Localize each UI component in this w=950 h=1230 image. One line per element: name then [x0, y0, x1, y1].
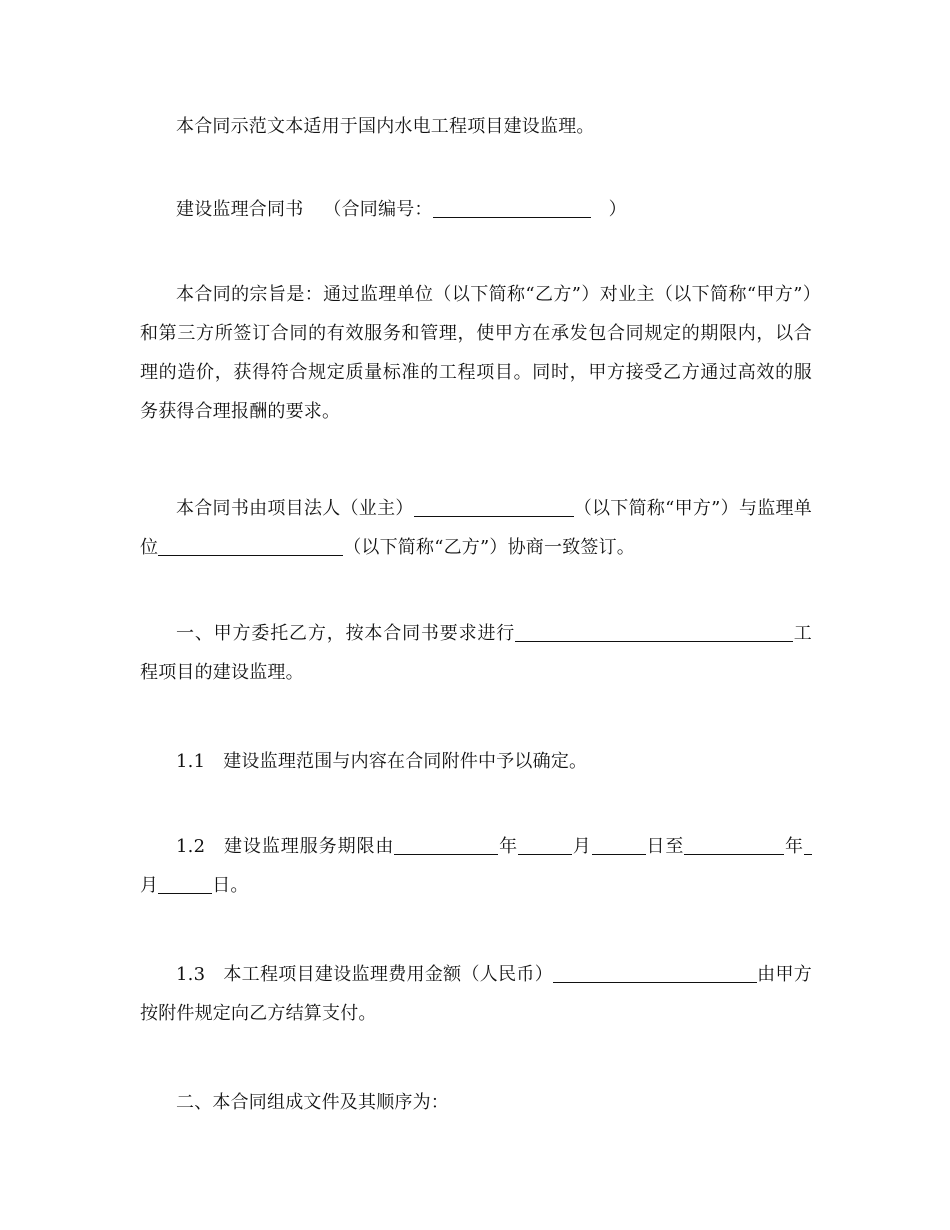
purpose-text: 本合同的宗旨是：通过监理单位（以下简称“乙方”）对业主（以下简称“甲方”）和第三方所签订合同的有效服务和管理，使甲方在承发包合同规定的期限内，以合理的造价，获得符合规定质量标准的工程项目。同时，甲方接受乙方通过高效的服务获得合理报酬的要求。: [140, 284, 812, 422]
clause-1-3-text-b: 由甲方按附件规定向乙方结算支付。: [140, 964, 812, 1024]
end-month-label: 月: [140, 875, 159, 896]
start-day-blank[interactable]: [592, 836, 646, 855]
paragraph-section-2: [140, 1083, 812, 1122]
start-year-label: 年: [498, 836, 519, 857]
clause-1-3-number: 1.3: [176, 964, 206, 985]
paragraph-1-2: [140, 827, 812, 905]
contract-title: 建设监理合同书: [176, 199, 304, 220]
contract-number-blank[interactable]: [433, 199, 591, 218]
end-year-label: 年: [784, 836, 804, 857]
paragraph-parties: [140, 489, 812, 567]
contract-number-label: （合同编号：: [323, 199, 433, 220]
end-year-blank[interactable]: [684, 836, 784, 855]
clause-1-3-text-a: 本工程项目建设监理费用金额（人民币）: [223, 964, 554, 985]
start-day-label: 日至: [645, 836, 685, 857]
clause-1-1-number: 1.1: [176, 751, 206, 772]
clause-1-2-text: 建设监理服务期限由: [223, 836, 395, 857]
paragraph-1-1: [140, 742, 812, 781]
paragraph-section-1: [140, 614, 812, 692]
start-year-blank[interactable]: [394, 836, 498, 855]
party-b-blank[interactable]: [158, 537, 343, 556]
project-name-blank[interactable]: [515, 623, 793, 642]
section-2-heading: 二、本合同组成文件及其顺序为：: [176, 1092, 449, 1113]
end-month-blank-a[interactable]: [804, 836, 812, 855]
fee-amount-blank[interactable]: [553, 964, 757, 983]
clause-1-1-text: 建设监理范围与内容在合同附件中予以确定。: [223, 751, 588, 772]
paragraph-scope: [140, 107, 812, 146]
paragraph-1-3: [140, 955, 812, 1033]
parties-text-b: （以下简称“甲方”）与监理单位: [140, 498, 812, 558]
paragraph-purpose: [140, 275, 812, 431]
section-1-text-a: 一、甲方委托乙方，按本合同书要求进行: [176, 623, 516, 644]
start-month-blank[interactable]: [518, 836, 572, 855]
end-day-label: 日。: [212, 875, 249, 896]
section-1-text-b: 工程项目的建设监理。: [140, 623, 812, 683]
party-a-blank[interactable]: [414, 498, 574, 517]
contract-number-close: ）: [608, 199, 627, 220]
parties-text-a: 本合同书由项目法人（业主）: [176, 498, 414, 519]
end-day-blank[interactable]: [158, 875, 212, 894]
start-month-label: 月: [572, 836, 592, 857]
parties-text-c: （以下简称“乙方”）协商一致签订。: [343, 537, 636, 558]
clause-1-2-number: 1.2: [176, 836, 206, 857]
paragraph-contract-title: [140, 190, 812, 229]
scope-text: 本合同示范文本适用于国内水电工程项目建设监理。: [176, 116, 595, 137]
